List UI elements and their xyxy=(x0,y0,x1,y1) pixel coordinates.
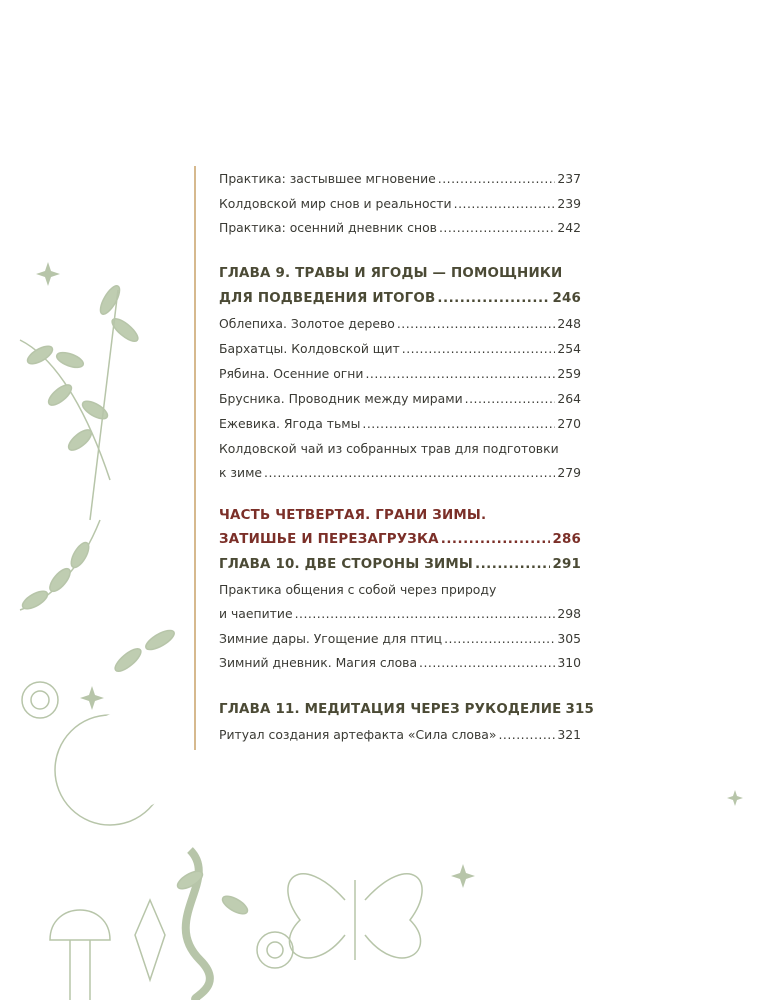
sparkle-icon xyxy=(80,686,104,710)
toc-entry-page: 246 xyxy=(552,291,581,306)
dot-leader xyxy=(365,366,555,381)
toc-entry-page: 321 xyxy=(557,727,581,742)
toc-entry[interactable] xyxy=(219,341,581,356)
toc-entry-title: Брусника. Проводник между мирами xyxy=(219,391,463,406)
toc-entry[interactable] xyxy=(219,702,595,717)
toc-entry[interactable] xyxy=(219,366,581,381)
toc-entry-page: 264 xyxy=(557,391,581,406)
toc-entry-title: к зиме xyxy=(219,465,263,480)
toc-entry-title: ЗАТИШЬЕ И ПЕРЕЗАГРУЗКА xyxy=(219,532,439,547)
toc-entry[interactable] xyxy=(219,196,581,211)
toc-entry-title: Ежевика. Ягода тьмы xyxy=(219,416,361,431)
toc-entry[interactable] xyxy=(219,508,581,523)
dot-leader xyxy=(475,557,550,572)
toc-entry[interactable] xyxy=(219,465,581,480)
toc-entry[interactable] xyxy=(219,391,581,406)
toc-entry-title: Колдовской мир снов и реальности xyxy=(219,196,452,211)
toc-entry-title: ГЛАВА 10. ДВЕ СТОРОНЫ ЗИМЫ xyxy=(219,557,473,572)
toc-entry-title: Практика: осенний дневник снов xyxy=(219,220,437,235)
toc-entry-page: 242 xyxy=(557,220,581,235)
toc-entry-page: 237 xyxy=(557,171,581,186)
toc-entry[interactable] xyxy=(219,441,581,456)
toc-entry[interactable] xyxy=(219,220,581,235)
toc-entry[interactable] xyxy=(219,606,581,621)
toc-entry-page: 259 xyxy=(557,366,581,381)
toc-entry[interactable] xyxy=(219,316,581,331)
dot-leader xyxy=(402,341,556,356)
toc-entry-title: ЧАСТЬ ЧЕТВЕРТАЯ. ГРАНИ ЗИМЫ. xyxy=(219,508,487,523)
toc-entry[interactable] xyxy=(219,557,581,572)
toc-entry-page: 270 xyxy=(557,416,581,431)
dot-leader xyxy=(498,727,555,742)
dot-leader xyxy=(438,171,556,186)
sparkle-icon xyxy=(451,864,475,888)
sparkle-icon xyxy=(727,790,743,806)
dot-leader xyxy=(264,465,555,480)
sparkle-icon xyxy=(36,262,60,286)
toc-entry-title: Зимние дары. Угощение для птиц xyxy=(219,631,443,646)
toc-entry[interactable] xyxy=(219,416,581,431)
toc-entry-page: 279 xyxy=(557,465,581,480)
toc-entry-page: 310 xyxy=(557,655,581,670)
toc-entry[interactable] xyxy=(219,655,581,670)
dot-leader xyxy=(454,196,556,211)
dot-leader xyxy=(439,220,555,235)
dot-leader xyxy=(465,391,556,406)
toc-entry-title: Ритуал создания артефакта «Сила слова» xyxy=(219,727,497,742)
toc-entry-page: 239 xyxy=(557,196,581,211)
dot-leader xyxy=(441,532,551,547)
toc-entry-title: Облепиха. Золотое дерево xyxy=(219,316,395,331)
dot-leader xyxy=(444,631,555,646)
toc-entry-title: ГЛАВА 11. МЕДИТАЦИЯ ЧЕРЕЗ РУКОДЕЛИЕ xyxy=(219,702,562,717)
toc-entry-page: 315 xyxy=(565,702,595,717)
toc-entry-title: и чаепитие xyxy=(219,606,293,621)
toc-entry[interactable] xyxy=(219,631,581,646)
toc-entry-title: Практика общения с собой через природу xyxy=(219,582,497,597)
toc-entry[interactable] xyxy=(219,532,581,547)
toc-entry-page: 254 xyxy=(557,341,581,356)
toc-entry-title: ДЛЯ ПОДВЕДЕНИЯ ИТОГОВ xyxy=(219,291,436,306)
toc-entry-title: Колдовской чай из собранных трав для подготовки xyxy=(219,441,559,456)
toc-entry[interactable] xyxy=(219,582,581,597)
toc-entry-title: Бархатцы. Колдовской щит xyxy=(219,341,400,356)
dot-leader xyxy=(295,606,556,621)
toc-entry-title: ГЛАВА 9. ТРАВЫ И ЯГОДЫ — ПОМОЩНИКИ xyxy=(219,266,563,281)
toc-entry[interactable] xyxy=(219,171,581,186)
dot-leader xyxy=(419,655,555,670)
dot-leader xyxy=(362,416,555,431)
toc-entry-page: 248 xyxy=(557,316,581,331)
toc-entry-page: 291 xyxy=(552,557,581,572)
toc-entry-page: 286 xyxy=(552,532,581,547)
dot-leader xyxy=(437,291,550,306)
toc-entry-title: Практика: застывшее мгновение xyxy=(219,171,436,186)
toc-entry[interactable] xyxy=(219,266,581,281)
toc-entry-page: 298 xyxy=(557,606,581,621)
toc-entry[interactable] xyxy=(219,727,581,742)
toc-entry[interactable] xyxy=(219,291,581,306)
toc-entry-title: Рябина. Осенние огни xyxy=(219,366,364,381)
toc-entry-title: Зимний дневник. Магия слова xyxy=(219,655,418,670)
toc-entry-page: 305 xyxy=(557,631,581,646)
dot-leader xyxy=(397,316,556,331)
